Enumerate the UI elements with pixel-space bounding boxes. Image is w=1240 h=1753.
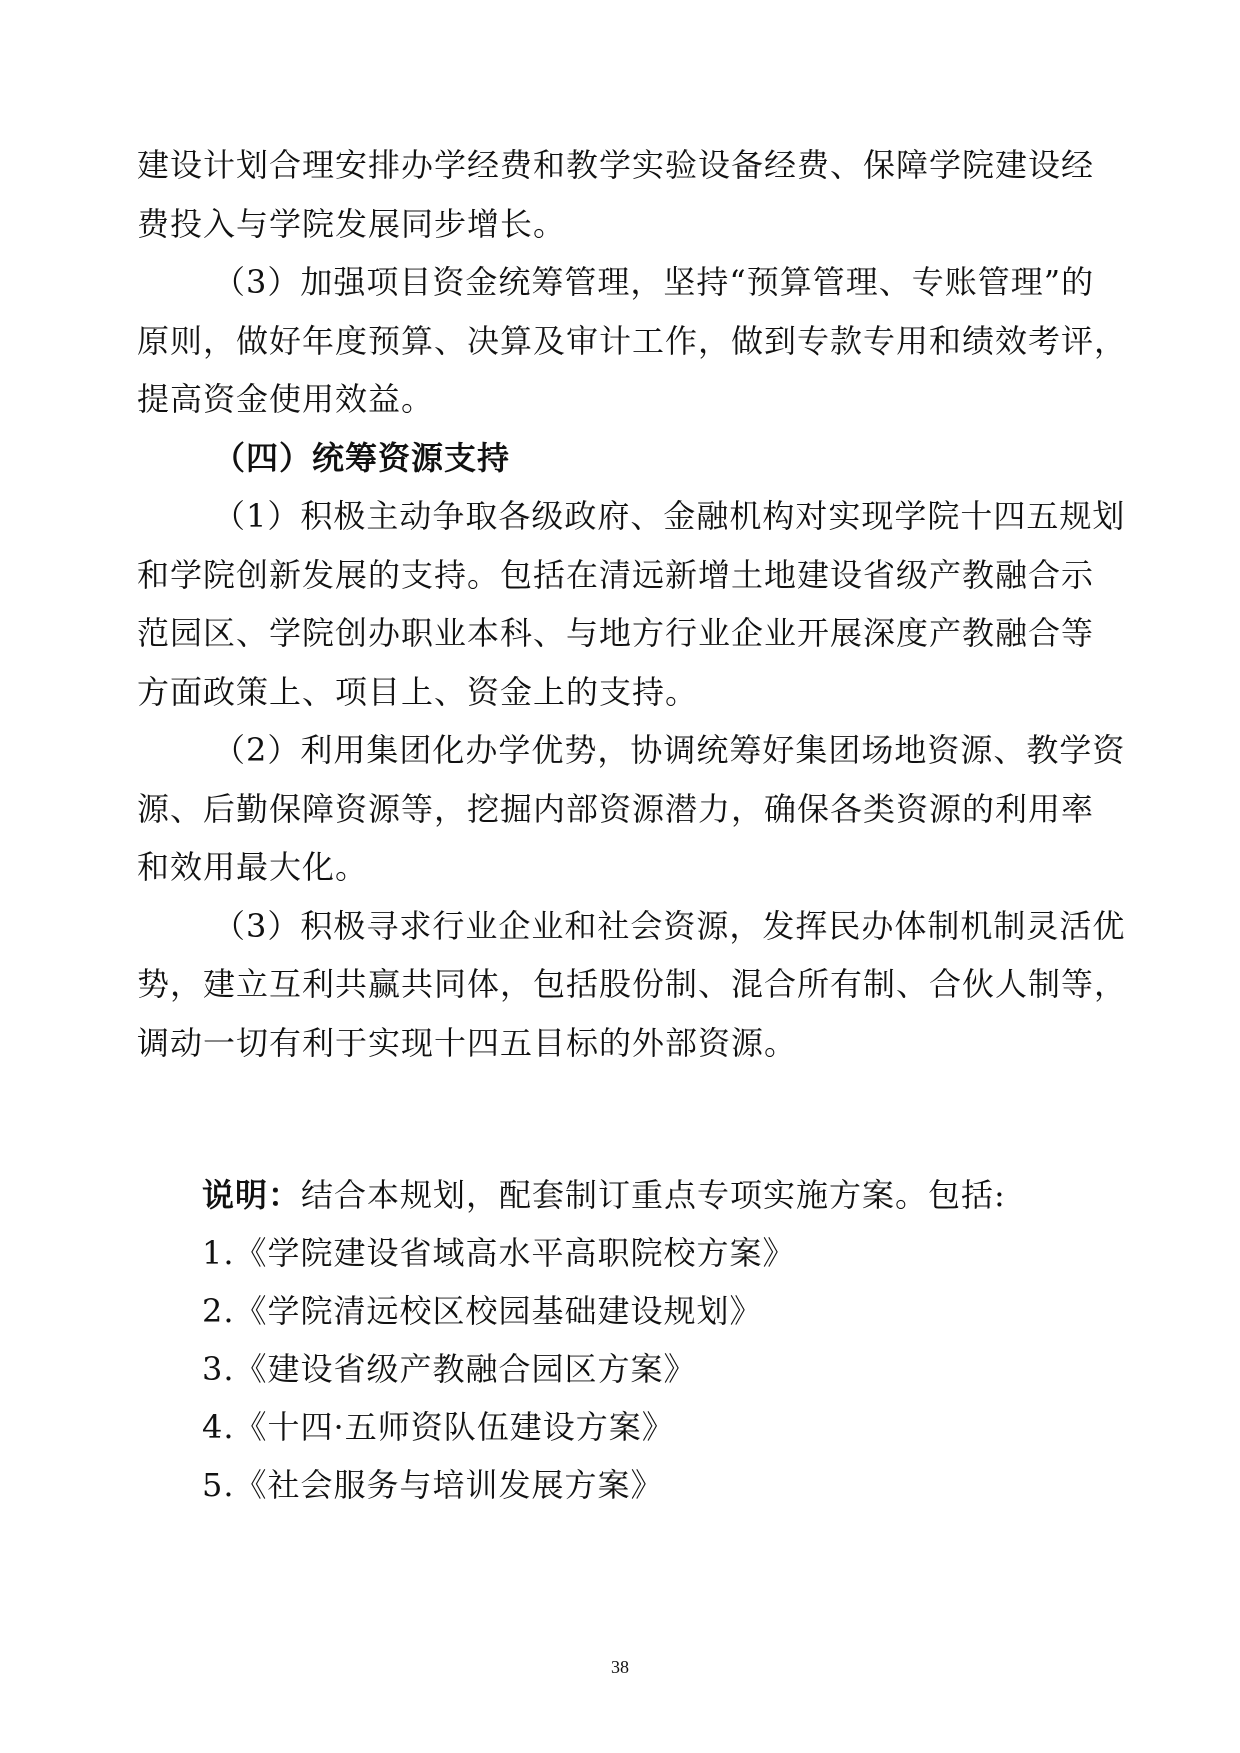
paragraph-line: （3）积极寻求行业企业和社会资源，发挥民办体制机制灵活优 [213,906,1126,945]
paragraph-line: 和学院创新发展的支持。包括在清远新增土地建设省级产教融合示 [137,555,1095,594]
paragraph-line: （1）积极主动争取各级政府、金融机构对实现学院十四五规划 [213,497,1126,535]
paragraph-line: 费投入与学院发展同步增长。 [137,204,567,243]
note-label: 说明： [202,1176,302,1214]
paragraph-line: 原则，做好年度预算、决算及审计工作，做到专款专用和绩效考评， [137,321,1128,360]
list-item: 3.《建设省级产教融合园区方案》 [202,1350,697,1388]
section-heading: （四）统筹资源支持 [213,438,511,477]
paragraph-line: 范园区、学院创办职业本科、与地方行业企业开展深度产教融合等 [137,614,1095,652]
paragraph-line: 势，建立互利共赢共同体，包括股份制、混合所有制、合伙人制等， [137,965,1128,1003]
paragraph-line: （2）利用集团化办学优势，协调统筹好集团场地资源、教学资 [213,731,1126,769]
paragraph-line: （3）加强项目资金统筹管理，坚持“预算管理、专账管理”的 [213,263,1095,301]
paragraph-line: 建设计划合理安排办学经费和教学实验设备经费、保障学院建设经 [137,146,1095,184]
paragraph-line: 调动一切有利于实现十四五目标的外部资源。 [137,1023,798,1062]
paragraph-line: 源、后勤保障资源等，挖掘内部资源潜力，确保各类资源的利用率 [137,789,1095,828]
list-item: 1.《学院建设省域高水平高职院校方案》 [202,1234,796,1272]
note-intro [202,1166,1006,1224]
note-text: 结合本规划，配套制订重点专项实施方案。包括: [301,1176,1006,1214]
paragraph-line: 和效用最大化。 [137,848,369,886]
paragraph-line: 提高资金使用效益。 [137,380,435,418]
list-item: 5.《社会服务与培训发展方案》 [202,1466,664,1504]
note-section [202,1166,1006,1514]
body-text [137,136,1128,1072]
list-item: 2.《学院清远校区校园基础建设规划》 [202,1292,763,1330]
paragraph-line: 方面政策上、项目上、资金上的支持。 [137,672,699,711]
page-number: 38 [611,1657,629,1677]
list-item: 4.《十四·五师资队伍建设方案》 [202,1408,675,1446]
